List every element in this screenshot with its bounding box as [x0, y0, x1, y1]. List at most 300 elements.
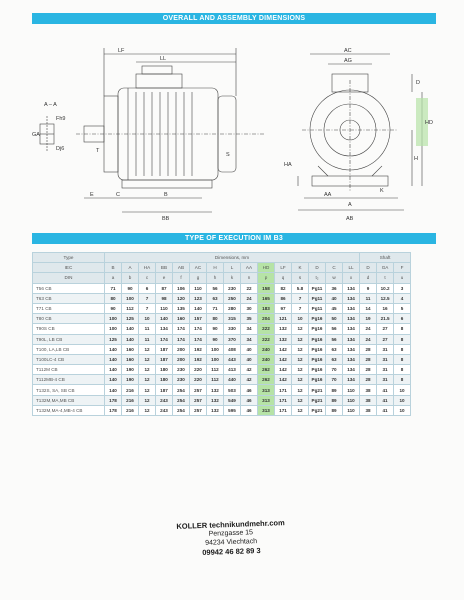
dealer-stamp [165, 518, 296, 559]
table-cell: 595 [224, 405, 241, 415]
table-cell: 134 [343, 314, 360, 324]
din-col-header: t₂ [309, 273, 326, 283]
table-cell: Pg21 [309, 385, 326, 395]
table-row [33, 283, 411, 293]
table-cell: Pg11 [309, 293, 326, 303]
table-cell: 120 [173, 293, 190, 303]
execution-banner: TYPE OF EXECUTION IM B3 [32, 233, 436, 244]
table-cell: 8 [394, 365, 411, 375]
table-cell: 549 [224, 395, 241, 405]
table-cell: 134 [343, 375, 360, 385]
label-ll: LL [160, 56, 167, 62]
table-cell: 313 [258, 405, 275, 415]
table-cell: 89 [326, 385, 343, 395]
row-type: T132S, SA, SB CB [33, 385, 105, 395]
table-cell: Pg21 [309, 395, 326, 405]
row-type: T132M,MA-4,MB-4 CB [33, 405, 105, 415]
table-cell: 243 [156, 405, 173, 415]
table-cell: 134 [343, 344, 360, 354]
din-col-header: h [207, 273, 224, 283]
table-cell: 370 [224, 334, 241, 344]
din-col-header: c [139, 273, 156, 283]
table-cell: 262 [258, 365, 275, 375]
table-cell: 140 [105, 375, 122, 385]
table-cell: 8 [394, 324, 411, 334]
iec-header-row [33, 263, 411, 273]
table-cell: 27 [377, 334, 394, 344]
table-cell: Pg11 [309, 283, 326, 293]
dims-header: Dimensions, mm [105, 253, 360, 263]
table-cell: 142 [275, 344, 292, 354]
table-cell: 192 [190, 354, 207, 364]
table-cell: 106 [173, 283, 190, 293]
table-row [33, 395, 411, 405]
iec-col-header: HD [258, 263, 275, 273]
table-row [33, 314, 411, 324]
table-cell: 10 [139, 314, 156, 324]
table-cell: 7 [139, 293, 156, 303]
table-cell: 160 [173, 314, 190, 324]
din-col-header: n [241, 273, 258, 283]
table-cell: 31 [377, 354, 394, 364]
table-cell: 11 [360, 293, 377, 303]
label-aa: AA [324, 192, 332, 198]
dimensions-table [32, 252, 411, 416]
stamp-phone: 09942 46 82 89 3 [202, 545, 261, 558]
table-cell: 41 [377, 395, 394, 405]
din-col-header: x [343, 273, 360, 283]
iec-col-header: LF [275, 263, 292, 273]
table-cell: 82 [275, 283, 292, 293]
table-cell: 40 [326, 293, 343, 303]
table-cell: 90 [105, 303, 122, 313]
table-cell: 70 [326, 375, 343, 385]
iec-col-header: C [326, 263, 343, 273]
iec-col-header: D [360, 263, 377, 273]
table-cell: 125 [105, 334, 122, 344]
table-cell: 8 [394, 354, 411, 364]
row-type: T71 CB [33, 303, 105, 313]
label-e: E [90, 192, 94, 198]
table-cell: 11 [139, 334, 156, 344]
table-cell: 8 [394, 344, 411, 354]
table-cell: 200 [173, 354, 190, 364]
table-cell: 187 [156, 385, 173, 395]
table-cell: 12 [139, 395, 156, 405]
table-cell: 313 [258, 385, 275, 395]
table-cell: 243 [156, 395, 173, 405]
table-cell: 89 [326, 405, 343, 415]
label-aa-section: A – A [44, 102, 57, 108]
table-cell: 140 [156, 314, 173, 324]
table-cell: 140 [105, 365, 122, 375]
table-cell: 10 [292, 314, 309, 324]
label-d: D [416, 80, 420, 86]
table-cell: 140 [105, 344, 122, 354]
din-col-header: g [190, 273, 207, 283]
table-cell: 134 [343, 365, 360, 375]
table-cell: 10 [394, 385, 411, 395]
table-cell: 330 [224, 324, 241, 334]
table-cell: 132 [275, 324, 292, 334]
iec-col-header: LL [343, 263, 360, 273]
table-cell: 142 [275, 365, 292, 375]
table-cell: 110 [343, 385, 360, 395]
table-cell: 56 [326, 324, 343, 334]
table-row [33, 375, 411, 385]
table-cell: 140 [105, 385, 122, 395]
table-body [33, 283, 411, 415]
din-col-header: p [258, 273, 275, 283]
table-cell: 174 [190, 324, 207, 334]
table-cell: 134 [343, 283, 360, 293]
table-cell: 140 [122, 334, 139, 344]
table-cell: 28 [360, 375, 377, 385]
table-cell: 38 [360, 385, 377, 395]
table-cell: 12 [292, 324, 309, 334]
din-col-header: s [292, 273, 309, 283]
label-ha: HA [284, 162, 292, 168]
table-cell: 134 [343, 303, 360, 313]
table-cell: 10.2 [377, 283, 394, 293]
table-cell: 171 [275, 405, 292, 415]
table-cell: 174 [156, 334, 173, 344]
table-cell: 12 [139, 365, 156, 375]
iec-col-header: HA [139, 263, 156, 273]
label-ab: AB [346, 216, 354, 222]
table-cell: 56 [326, 334, 343, 344]
table-cell: 160 [122, 354, 139, 364]
table-cell: 134 [343, 334, 360, 344]
table-cell: 90 [207, 334, 224, 344]
row-type: T63 CB [33, 293, 105, 303]
table-cell: 240 [258, 344, 275, 354]
table-cell: 220 [190, 375, 207, 385]
table-cell: 413 [224, 365, 241, 375]
table-cell: 222 [258, 324, 275, 334]
table-cell: 6 [394, 314, 411, 324]
din-col-header: u [394, 273, 411, 283]
table-cell: 254 [173, 395, 190, 405]
iec-col-header: L [224, 263, 241, 273]
table-cell: 21.5 [377, 314, 394, 324]
table-row [33, 365, 411, 375]
table-row [33, 344, 411, 354]
row-type: T100LC-4 CB [33, 354, 105, 364]
table-cell: 257 [190, 405, 207, 415]
table-cell: 110 [343, 405, 360, 415]
dimensions-banner: OVERALL AND ASSEMBLY DIMENSIONS [32, 13, 436, 24]
table-cell: 216 [122, 385, 139, 395]
table-cell: 14 [360, 303, 377, 313]
table-cell: 12 [292, 375, 309, 385]
table-cell: 12 [292, 354, 309, 364]
table-cell: 100 [122, 293, 139, 303]
table-cell: 112 [207, 375, 224, 385]
table-cell: 86 [275, 293, 292, 303]
table-cell: 97 [275, 303, 292, 313]
table-row [33, 385, 411, 395]
table-cell: Pg16 [309, 354, 326, 364]
table-cell: 135 [173, 303, 190, 313]
table-row [33, 334, 411, 344]
table-cell: 63 [326, 354, 343, 364]
table-cell: 28 [360, 354, 377, 364]
table-cell: 110 [190, 283, 207, 293]
table-cell: 100 [207, 354, 224, 364]
din-col-header: k [224, 273, 241, 283]
table-cell: 123 [190, 293, 207, 303]
table-cell: 110 [343, 395, 360, 405]
table-cell: 63 [207, 293, 224, 303]
table-cell: 142 [275, 354, 292, 364]
table-cell: 158 [258, 283, 275, 293]
table-cell: 142 [275, 375, 292, 385]
iec-col-header: AB [173, 263, 190, 273]
table-cell: 140 [122, 324, 139, 334]
table-cell: 12 [139, 344, 156, 354]
table-cell: 35 [241, 314, 258, 324]
table-cell: 31 [377, 375, 394, 385]
table-cell: 46 [241, 405, 258, 415]
table-cell: Pg16 [309, 334, 326, 344]
table-cell: 8 [394, 375, 411, 385]
table-cell: Pg16 [309, 344, 326, 354]
table-cell: 180 [156, 365, 173, 375]
label-ga: GA [32, 132, 40, 138]
iec-col-header: BB [156, 263, 173, 273]
table-cell: 165 [258, 293, 275, 303]
table-cell: 80 [105, 293, 122, 303]
label-ac: AC [344, 48, 352, 54]
table-cell: 50 [326, 314, 343, 324]
table-cell: 257 [190, 395, 207, 405]
table-cell: 41 [377, 385, 394, 395]
table-cell: 63 [326, 344, 343, 354]
table-cell: 10 [394, 395, 411, 405]
table-cell: 98 [156, 293, 173, 303]
table-cell: 187 [156, 344, 173, 354]
table-cell: 171 [275, 395, 292, 405]
table-cell: Pg16 [309, 375, 326, 385]
row-type: T100, LA,LB CB [33, 344, 105, 354]
label-lf: LF [118, 48, 125, 54]
type-header: Type [33, 253, 105, 263]
table-cell: 216 [122, 405, 139, 415]
table-cell: 27 [377, 324, 394, 334]
table-cell: 7 [292, 303, 309, 313]
motor-drawing-svg [32, 26, 436, 224]
label-hd: HD [425, 120, 433, 126]
table-cell: Pg11 [309, 303, 326, 313]
table-cell: 6 [139, 283, 156, 293]
table-cell: 315 [224, 314, 241, 324]
shaft-header: Shaft [360, 253, 411, 263]
table-cell: 12 [139, 375, 156, 385]
iec-col-header: D [309, 263, 326, 273]
table-cell: 408 [224, 344, 241, 354]
label-b: B [164, 192, 168, 198]
table-cell: 30 [241, 303, 258, 313]
row-type: T112M CB [33, 365, 105, 375]
table-cell: 7 [292, 293, 309, 303]
table-cell: 313 [258, 395, 275, 405]
table-cell: Pg21 [309, 405, 326, 415]
table-cell: 230 [224, 283, 241, 293]
table-cell: Pg16 [309, 314, 326, 324]
table-cell: 19 [360, 314, 377, 324]
table-cell: 12 [292, 344, 309, 354]
table-cell: 134 [156, 324, 173, 334]
table-cell: 46 [241, 395, 258, 405]
table-row [33, 405, 411, 415]
table-cell: 100 [207, 344, 224, 354]
table-cell: 40 [241, 344, 258, 354]
table-cell: 12 [292, 334, 309, 344]
table-cell: 216 [122, 395, 139, 405]
row-type: T112MB-4 CB [33, 375, 105, 385]
table-cell: 132 [207, 385, 224, 395]
table-cell: 36 [326, 283, 343, 293]
label-a: A [348, 202, 352, 208]
table-cell: 12 [292, 365, 309, 375]
row-type: T132M,MA,MB CB [33, 395, 105, 405]
table-cell: 90 [207, 324, 224, 334]
table-cell: 11 [139, 324, 156, 334]
assembly-drawing [32, 26, 436, 224]
iec-label: IEC [33, 263, 105, 273]
row-type: T56 CB [33, 283, 105, 293]
table-cell: 110 [156, 303, 173, 313]
table-row [33, 293, 411, 303]
table-cell: 112 [207, 365, 224, 375]
table-cell: 45 [326, 303, 343, 313]
table-cell: 187 [156, 354, 173, 364]
table-cell: 174 [190, 334, 207, 344]
iec-col-header: H [207, 263, 224, 273]
table-cell: 71 [105, 283, 122, 293]
row-type: T80 CB [33, 314, 105, 324]
din-col-header: q [275, 273, 292, 283]
table-cell: 134 [343, 324, 360, 334]
din-col-header: b [122, 273, 139, 283]
table-cell: 31 [377, 344, 394, 354]
table-cell: 220 [190, 365, 207, 375]
iec-col-header: AC [190, 263, 207, 273]
table-cell: 183 [258, 303, 275, 313]
stamp-street: Penzgasse 15 [208, 529, 254, 538]
stamp-company: KOLLER technikundmehr.com [176, 518, 285, 531]
label-t: T [96, 148, 100, 154]
table-cell: 87 [156, 283, 173, 293]
table-cell: 8 [394, 334, 411, 344]
table-title-row [33, 253, 411, 263]
table-cell: 180 [156, 375, 173, 385]
table-cell: 12 [139, 405, 156, 415]
label-h: H [414, 156, 418, 162]
table-cell: 56 [207, 283, 224, 293]
label-k: K [380, 188, 384, 194]
table-cell: 42 [241, 365, 258, 375]
table-cell: 178 [105, 395, 122, 405]
din-col-header: f [173, 273, 190, 283]
table-cell: 12 [292, 385, 309, 395]
table-cell: 157 [190, 314, 207, 324]
din-col-header: a [105, 273, 122, 283]
stamp-city: 94234 Viechtach [205, 538, 258, 547]
table-cell: 24 [241, 293, 258, 303]
table-cell: 16 [377, 303, 394, 313]
table-cell: 134 [343, 354, 360, 364]
table-cell: 132 [207, 395, 224, 405]
table-cell: 178 [105, 405, 122, 415]
table-cell: 40 [241, 354, 258, 364]
din-col-header: e [156, 273, 173, 283]
table-cell: 5 [394, 303, 411, 313]
table-cell: 254 [173, 385, 190, 395]
table-cell: 160 [122, 344, 139, 354]
table-row [33, 354, 411, 364]
table-cell: 12 [292, 395, 309, 405]
table-cell: 121 [275, 314, 292, 324]
din-header-row [33, 273, 411, 283]
din-col-header: w [326, 273, 343, 283]
din-label: DIN [33, 273, 105, 283]
table-cell: 112 [122, 303, 139, 313]
table-cell: 38 [360, 395, 377, 405]
table-cell: 4 [394, 293, 411, 303]
table-cell: 174 [173, 324, 190, 334]
table-cell: 10 [394, 405, 411, 415]
label-fh9: Fh9 [56, 116, 66, 122]
table-cell: 240 [258, 354, 275, 364]
table-cell: 7 [139, 303, 156, 313]
iec-col-header: AA [241, 263, 258, 273]
table-cell: 250 [224, 293, 241, 303]
table-cell: 12 [139, 354, 156, 364]
label-s: S [226, 152, 230, 158]
table-cell: 34 [241, 334, 258, 344]
din-col-header: d [360, 273, 377, 283]
table-cell: 190 [122, 375, 139, 385]
table-cell: 24 [360, 324, 377, 334]
label-dj6: Dj6 [56, 146, 65, 152]
iec-col-header: K [292, 263, 309, 273]
row-type: T90L, LB CB [33, 334, 105, 344]
row-type: T90S CB [33, 324, 105, 334]
table-cell: 42 [241, 375, 258, 385]
table-cell: 89 [326, 395, 343, 405]
table-cell: 5.8 [292, 283, 309, 293]
din-col-header: t [377, 273, 394, 283]
table-row [33, 303, 411, 313]
table-cell: 12 [139, 385, 156, 395]
table-cell: 140 [105, 354, 122, 364]
table-cell: 140 [190, 303, 207, 313]
iec-col-header: B [105, 263, 122, 273]
table-cell: 28 [360, 344, 377, 354]
table-cell: Pg16 [309, 324, 326, 334]
table-cell: 3 [394, 283, 411, 293]
table-cell: 24 [360, 334, 377, 344]
table-cell: 132 [275, 334, 292, 344]
table-cell: 443 [224, 354, 241, 364]
table-cell: 190 [122, 365, 139, 375]
label-c: C [116, 192, 120, 198]
table-cell: 22 [241, 283, 258, 293]
label-bb: BB [162, 216, 170, 222]
table-cell: 230 [173, 365, 190, 375]
